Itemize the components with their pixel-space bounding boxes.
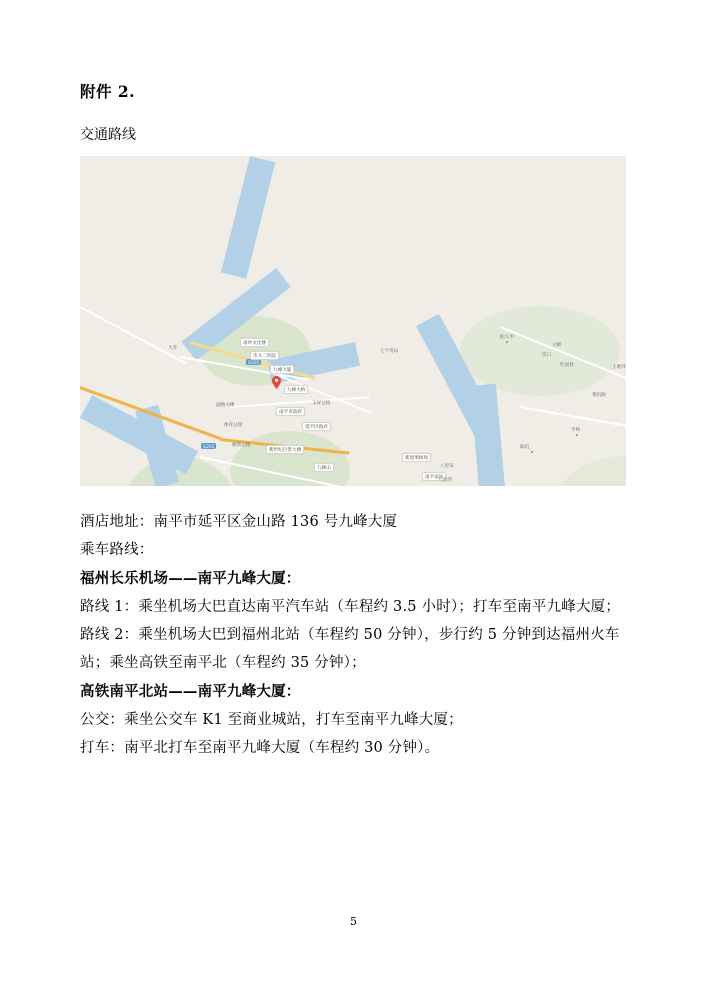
route-1-paragraph: 路线 1：乘坐机场大巴直达南平汽车站（车程约 3.5 小时）；打车至南平九峰大厦； xyxy=(80,598,621,615)
map-label: 上地洋 xyxy=(612,365,626,370)
map-marker-hotel[interactable] xyxy=(272,376,281,389)
map-road-shield: G205 xyxy=(203,443,215,449)
map-point-dot xyxy=(506,341,508,343)
map-label: 七个弯山 xyxy=(380,349,399,354)
map-poi-chip[interactable]: 九峰山 xyxy=(314,463,334,472)
document-content xyxy=(80,80,626,762)
section-subtitle: 交通路线 xyxy=(80,127,136,143)
route-2-paragraph: 路线 2：乘坐机场大巴到福州北站（车程约 50 分钟），步行约 5 分钟到达福州火车站；乘坐高铁至南平北（车程约 35 分钟）； xyxy=(80,627,620,672)
railway-route-heading: 高铁南平北站——南平九峰大厦： xyxy=(80,682,301,700)
map-road-shield: G205 xyxy=(248,359,260,365)
map-label: 陆坑 xyxy=(520,445,530,450)
map-poi-chip[interactable]: 九峰大桥 xyxy=(284,385,308,394)
map-label: 八里安 xyxy=(440,464,454,469)
map-poi-chip[interactable]: 南平南站 xyxy=(422,472,446,481)
map-label: 黄坑路 xyxy=(592,393,606,398)
map-label: 仙人甲 xyxy=(500,335,514,340)
page-number: 5 xyxy=(350,915,357,928)
map-poi-chip[interactable]: 南平市政府 xyxy=(276,407,305,416)
bus-route-paragraph: 公交：乘坐公交车 K1 至商业城站，打车至南平九峰大厦； xyxy=(80,711,463,728)
map-point-dot xyxy=(576,434,578,436)
map-poi-chip[interactable]: 新建果树场 xyxy=(402,453,431,462)
map-poi-chip[interactable]: 延平区政府 xyxy=(302,422,331,431)
map-point-dot xyxy=(531,451,533,453)
hotel-address-paragraph: 酒店地址：南平市延平区金山路 136 号九峰大厦 xyxy=(80,514,398,530)
map-label: 红星村 xyxy=(560,363,574,368)
map-poi-chip[interactable]: 九峰大厦 xyxy=(270,365,294,374)
map-label: 固格大楼 xyxy=(216,403,235,408)
map-label: 八里湾 xyxy=(438,478,452,483)
transport-route-map[interactable] xyxy=(80,156,626,486)
map-poi-chip[interactable]: 市九二医院 xyxy=(250,351,279,360)
airport-route-heading: 福州长乐机场——南平九峰大厦： xyxy=(80,569,301,587)
map-label: 坑口 xyxy=(542,353,552,358)
map-label: 杨真公园 xyxy=(232,443,251,448)
map-label: 体育公园 xyxy=(224,423,243,428)
route-intro-paragraph: 乘车路线： xyxy=(80,542,154,559)
map-poi-chip[interactable]: 南坪文化楼 xyxy=(240,338,269,347)
map-poi-chip[interactable]: 新世纪百货大楼 xyxy=(266,445,304,454)
map-label: 半岭 xyxy=(571,428,581,433)
map-label: 大乔 xyxy=(168,346,178,351)
map-green-area xyxy=(460,306,620,396)
map-label: 玉屏公园 xyxy=(312,401,331,406)
page-title: 附件 2. xyxy=(80,82,136,101)
map-label: 立樟 xyxy=(552,343,562,348)
taxi-route-paragraph: 打车：南平北打车至南平九峰大厦（车程约 30 分钟）。 xyxy=(80,740,440,757)
